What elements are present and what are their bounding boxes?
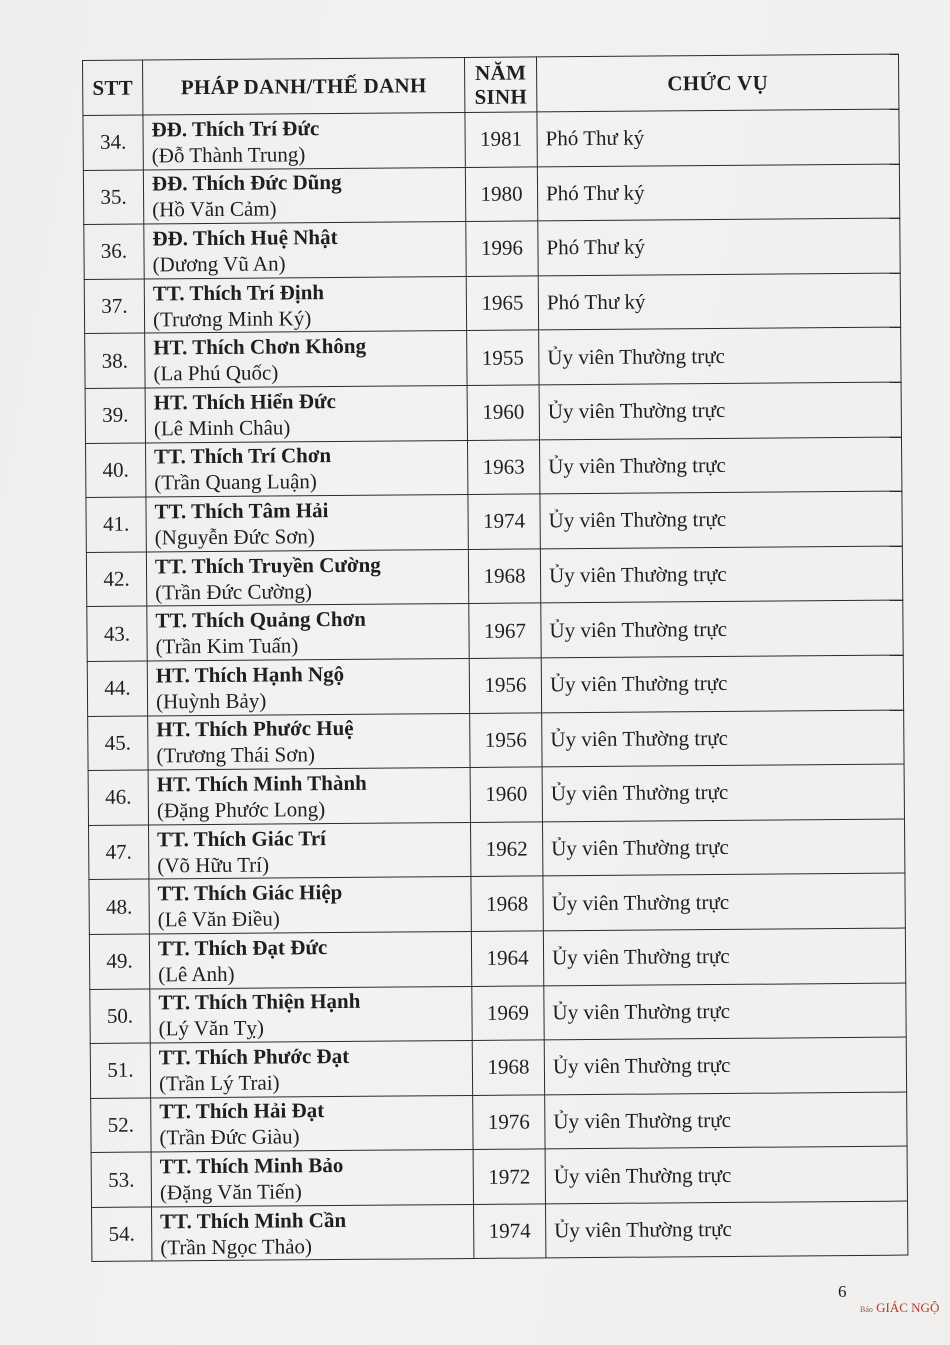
birth-year: 1980 bbox=[465, 167, 537, 222]
watermark-logo bbox=[860, 1300, 939, 1316]
position: Ủy viên Thường trực bbox=[541, 655, 903, 712]
header-name: PHÁP DANH/THẾ DANH bbox=[143, 57, 465, 115]
secular-name: (Trần Đức Cường) bbox=[155, 578, 313, 604]
position: Ủy viên Thường trực bbox=[542, 819, 904, 876]
dharma-name: HT. Thích Minh Thành bbox=[156, 770, 367, 797]
birth-year: 1955 bbox=[467, 330, 539, 385]
header-stt: STT bbox=[83, 60, 143, 115]
position: Ủy viên Thường trực bbox=[542, 710, 904, 767]
row-number: 40. bbox=[86, 443, 146, 498]
birth-year: 1974 bbox=[468, 494, 540, 549]
name-cell bbox=[149, 931, 471, 988]
table-row bbox=[91, 1092, 907, 1153]
position: Ủy viên Thường trực bbox=[543, 873, 905, 930]
header-year bbox=[464, 57, 536, 113]
birth-year: 1968 bbox=[472, 1040, 544, 1095]
secular-name: (Trần Kim Tuấn) bbox=[155, 633, 299, 659]
dharma-name: HT. Thích Hạnh Ngộ bbox=[155, 661, 345, 688]
watermark-prefix: Báo bbox=[860, 1305, 873, 1314]
birth-year: 1974 bbox=[473, 1204, 545, 1259]
position: Ủy viên Thường trực bbox=[545, 1201, 907, 1258]
name-cell bbox=[150, 986, 472, 1043]
header-year-line2: SINH bbox=[474, 84, 528, 109]
table-row bbox=[89, 928, 905, 989]
secular-name: (Trần Quang Luận) bbox=[154, 469, 317, 495]
birth-year: 1981 bbox=[465, 112, 537, 167]
position: Ủy viên Thường trực bbox=[539, 382, 901, 439]
name-cell bbox=[151, 1150, 473, 1207]
birth-year: 1960 bbox=[470, 767, 542, 822]
dharma-name: TT. Thích Hải Đạt bbox=[159, 1098, 325, 1124]
dharma-name: TT. Thích Giác Hiệp bbox=[157, 880, 343, 906]
secular-name: (Trần Lý Trai) bbox=[158, 1070, 280, 1096]
table-row bbox=[84, 218, 900, 279]
birth-year: 1976 bbox=[473, 1095, 545, 1150]
table-row bbox=[86, 437, 902, 498]
position: Phó Thư ký bbox=[537, 164, 899, 221]
name-cell bbox=[145, 385, 467, 442]
secular-name: (Hồ Văn Cảm) bbox=[152, 196, 277, 222]
dharma-name: TT. Thích Minh Cần bbox=[160, 1207, 347, 1234]
birth-year: 1996 bbox=[466, 221, 538, 276]
birth-year: 1964 bbox=[471, 931, 543, 986]
birth-year: 1972 bbox=[473, 1149, 545, 1204]
position: Ủy viên Thường trực bbox=[541, 600, 903, 657]
dharma-name: TT. Thích Minh Bảo bbox=[159, 1153, 344, 1179]
row-number: 52. bbox=[91, 1098, 151, 1153]
name-cell bbox=[143, 112, 465, 169]
birth-year: 1962 bbox=[470, 822, 542, 877]
secular-name: (Võ Hữu Trí) bbox=[157, 852, 270, 877]
secular-name: (Đặng Phước Long) bbox=[156, 797, 326, 823]
row-number: 48. bbox=[89, 879, 149, 934]
dharma-name: HT. Thích Hiển Đức bbox=[153, 388, 336, 415]
dharma-name: HT. Thích Chơn Không bbox=[153, 333, 367, 360]
secular-name: (Trần Đức Giàu) bbox=[159, 1124, 300, 1150]
table-row bbox=[87, 655, 903, 716]
birth-year: 1963 bbox=[467, 439, 539, 494]
secular-name: (Lê Minh Châu) bbox=[153, 415, 291, 441]
row-number: 53. bbox=[91, 1152, 151, 1207]
table-row bbox=[90, 983, 906, 1044]
position: Ủy viên Thường trực bbox=[539, 327, 901, 384]
dharma-name: ĐĐ. Thích Trí Đức bbox=[151, 115, 320, 142]
table-row bbox=[86, 546, 902, 607]
birth-year: 1956 bbox=[470, 712, 542, 767]
dharma-name: TT. Thích Tâm Hải bbox=[154, 498, 329, 524]
table-row bbox=[89, 819, 905, 880]
dharma-name: TT. Thích Truyền Cường bbox=[154, 552, 381, 578]
dharma-name: TT. Thích Quảng Chơn bbox=[155, 606, 366, 633]
roster-table bbox=[82, 54, 908, 1263]
position: Ủy viên Thường trực bbox=[543, 928, 905, 985]
dharma-name: ĐĐ. Thích Huệ Nhật bbox=[152, 224, 338, 251]
table-row bbox=[89, 873, 905, 934]
birth-year: 1969 bbox=[472, 985, 544, 1040]
dharma-name: TT. Thích Phước Đạt bbox=[158, 1043, 350, 1070]
secular-name: (Dương Vũ An) bbox=[152, 251, 286, 277]
row-number: 42. bbox=[86, 552, 146, 607]
birth-year: 1965 bbox=[466, 276, 538, 331]
name-cell bbox=[152, 1204, 474, 1261]
position: Phó Thư ký bbox=[538, 218, 900, 275]
secular-name: (Đỗ Thành Trung) bbox=[151, 142, 306, 168]
dharma-name: TT. Thích Giác Trí bbox=[157, 825, 327, 851]
secular-name: (Trương Minh Ký) bbox=[152, 305, 312, 332]
table-row bbox=[84, 273, 900, 334]
position: Phó Thư ký bbox=[537, 109, 899, 166]
row-number: 39. bbox=[85, 388, 145, 443]
name-cell bbox=[146, 549, 468, 606]
position: Ủy viên Thường trực bbox=[545, 1146, 907, 1203]
table-row bbox=[91, 1146, 907, 1207]
birth-year: 1968 bbox=[471, 876, 543, 931]
dharma-name: ĐĐ. Thích Đức Dũng bbox=[151, 170, 342, 196]
table-row bbox=[85, 382, 901, 443]
row-number: 46. bbox=[88, 770, 148, 825]
position: Ủy viên Thường trực bbox=[542, 764, 904, 821]
secular-name: (Lê Văn Điều) bbox=[157, 906, 280, 932]
position: Ủy viên Thường trực bbox=[545, 1092, 907, 1149]
table-row bbox=[85, 327, 901, 388]
position: Ủy viên Thường trực bbox=[540, 546, 902, 603]
row-number: 41. bbox=[86, 497, 146, 552]
secular-name: (Trần Ngọc Thảo) bbox=[160, 1233, 313, 1260]
row-number: 51. bbox=[90, 1043, 150, 1098]
header-role: CHỨC VỤ bbox=[536, 54, 898, 112]
row-number: 50. bbox=[90, 988, 150, 1043]
secular-name: (Lý Văn Tỵ) bbox=[158, 1015, 265, 1041]
position: Ủy viên Thường trực bbox=[540, 491, 902, 548]
name-cell bbox=[148, 713, 470, 770]
name-cell bbox=[150, 1041, 472, 1098]
birth-year: 1967 bbox=[469, 603, 541, 658]
row-number: 38. bbox=[85, 333, 145, 388]
table-row bbox=[83, 164, 899, 225]
table-row bbox=[83, 109, 899, 170]
name-cell bbox=[149, 822, 471, 879]
dharma-name: TT. Thích Thiện Hạnh bbox=[158, 989, 361, 1015]
table-row bbox=[92, 1201, 908, 1262]
name-cell bbox=[148, 768, 470, 825]
name-cell bbox=[146, 440, 468, 497]
secular-name: (Huỳnh Bảy) bbox=[155, 688, 267, 714]
header-row bbox=[83, 54, 899, 115]
dharma-name: HT. Thích Phước Huệ bbox=[156, 716, 354, 742]
watermark-name: GIÁC NGỘ bbox=[876, 1300, 940, 1315]
birth-year: 1968 bbox=[468, 549, 540, 604]
birth-year: 1960 bbox=[467, 385, 539, 440]
secular-name: (Nguyễn Đức Sơn) bbox=[154, 524, 315, 550]
name-cell bbox=[147, 658, 469, 715]
secular-name: (La Phú Quốc) bbox=[153, 360, 279, 386]
name-cell bbox=[145, 331, 467, 388]
row-number: 49. bbox=[89, 934, 149, 989]
table-row bbox=[86, 491, 902, 552]
name-cell bbox=[144, 276, 466, 333]
position: Phó Thư ký bbox=[538, 273, 900, 330]
position: Ủy viên Thường trực bbox=[544, 1037, 906, 1094]
secular-name: (Đặng Văn Tiến) bbox=[159, 1179, 302, 1205]
position: Ủy viên Thường trực bbox=[539, 437, 901, 494]
table-row bbox=[87, 600, 903, 661]
secular-name: (Trương Thái Sơn) bbox=[156, 742, 316, 768]
row-number: 35. bbox=[83, 170, 143, 225]
name-cell bbox=[143, 167, 465, 224]
birth-year: 1956 bbox=[469, 658, 541, 713]
row-number: 34. bbox=[83, 115, 143, 170]
position: Ủy viên Thường trực bbox=[544, 983, 906, 1040]
row-number: 44. bbox=[87, 661, 147, 716]
name-cell bbox=[144, 222, 466, 279]
row-number: 45. bbox=[88, 716, 148, 771]
row-number: 54. bbox=[92, 1207, 152, 1262]
name-cell bbox=[146, 495, 468, 552]
table-row bbox=[88, 764, 904, 825]
name-cell bbox=[147, 604, 469, 661]
row-number: 47. bbox=[89, 825, 149, 880]
table-header bbox=[83, 54, 899, 115]
dharma-name: TT. Thích Trí Chơn bbox=[154, 443, 332, 469]
table-row bbox=[90, 1037, 906, 1098]
table-row bbox=[88, 710, 904, 771]
header-year-line1: NĂM bbox=[474, 60, 527, 85]
secular-name: (Lê Anh) bbox=[158, 961, 235, 987]
table-body bbox=[83, 109, 908, 1262]
row-number: 43. bbox=[87, 606, 147, 661]
dharma-name: TT. Thích Đạt Đức bbox=[157, 934, 328, 961]
dharma-name: TT. Thích Trí Định bbox=[152, 279, 325, 306]
name-cell bbox=[149, 877, 471, 934]
row-number: 37. bbox=[84, 279, 144, 334]
row-number: 36. bbox=[84, 224, 144, 279]
page-number: 6 bbox=[838, 1282, 847, 1301]
name-cell bbox=[151, 1095, 473, 1152]
